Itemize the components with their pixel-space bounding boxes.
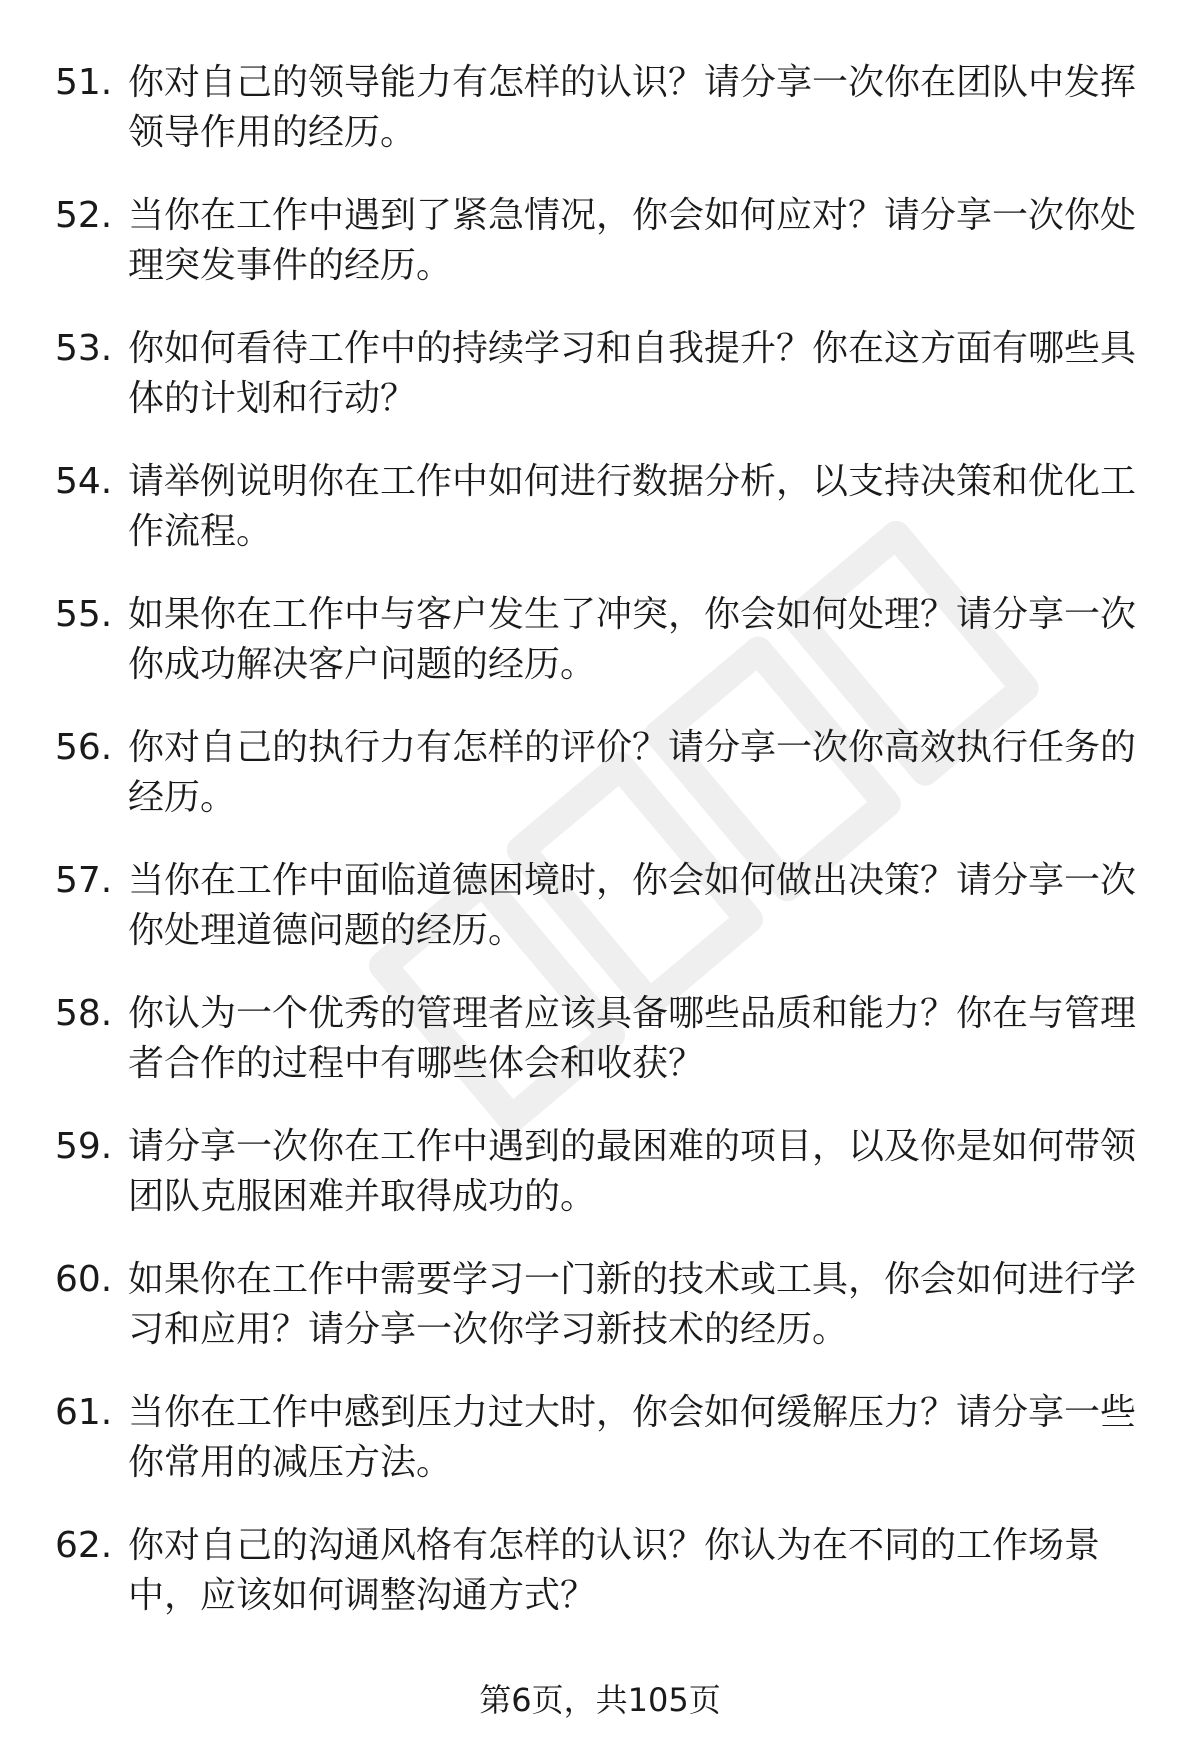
question-text: 你对自己的领导能力有怎样的认识？请分享一次你在团队中发挥领导作用的经历。 (128, 62, 1137, 153)
question-number: 58. (55, 993, 113, 1034)
question-item (0, 1388, 1200, 1521)
question-number: 57. (55, 860, 113, 901)
question-item (0, 1122, 1200, 1255)
question-number: 62. (55, 1525, 113, 1566)
question-text: 当你在工作中面临道德困境时，你会如何做出决策？请分享一次你处理道德问题的经历。 (128, 860, 1137, 951)
question-number: 56. (55, 727, 113, 768)
question-number: 61. (55, 1392, 113, 1433)
question-number: 53. (55, 328, 113, 369)
question-number: 54. (55, 461, 113, 502)
question-text: 当你在工作中感到压力过大时，你会如何缓解压力？请分享一些你常用的减压方法。 (128, 1392, 1137, 1483)
question-item (0, 856, 1200, 989)
question-item (0, 1255, 1200, 1388)
page-number-footer: 第6页，共105页 (479, 1681, 721, 1719)
question-text: 请分享一次你在工作中遇到的最困难的项目，以及你是如何带领团队克服困难并取得成功的。 (128, 1126, 1137, 1217)
question-text: 当你在工作中遇到了紧急情况，你会如何应对？请分享一次你处理突发事件的经历。 (128, 195, 1137, 286)
question-text: 如果你在工作中需要学习一门新的技术或工具，你会如何进行学习和应用？请分享一次你学习新技术的经历。 (128, 1259, 1137, 1350)
question-number: 59. (55, 1126, 113, 1167)
question-number: 55. (55, 594, 113, 635)
question-item (0, 590, 1200, 723)
question-item (0, 723, 1200, 856)
question-text: 你对自己的执行力有怎样的评价？请分享一次你高效执行任务的经历。 (128, 727, 1137, 818)
question-text: 你如何看待工作中的持续学习和自我提升？你在这方面有哪些具体的计划和行动？ (128, 328, 1137, 419)
question-number: 60. (55, 1259, 113, 1300)
question-text: 请举例说明你在工作中如何进行数据分析，以支持决策和优化工作流程。 (128, 461, 1137, 552)
question-text: 如果你在工作中与客户发生了冲突，你会如何处理？请分享一次你成功解决客户问题的经历。 (128, 594, 1137, 685)
question-text: 你对自己的沟通风格有怎样的认识？你认为在不同的工作场景中，应该如何调整沟通方式？ (128, 1525, 1101, 1616)
question-item (0, 191, 1200, 324)
question-number: 52. (55, 195, 113, 236)
question-number: 51. (55, 62, 113, 103)
question-item (0, 324, 1200, 457)
question-list (0, 58, 1200, 1654)
question-item (0, 1521, 1200, 1654)
question-item (0, 989, 1200, 1122)
question-text: 你认为一个优秀的管理者应该具备哪些品质和能力？你在与管理者合作的过程中有哪些体会和收获？ (128, 993, 1137, 1084)
question-item (0, 58, 1200, 191)
question-item (0, 457, 1200, 590)
